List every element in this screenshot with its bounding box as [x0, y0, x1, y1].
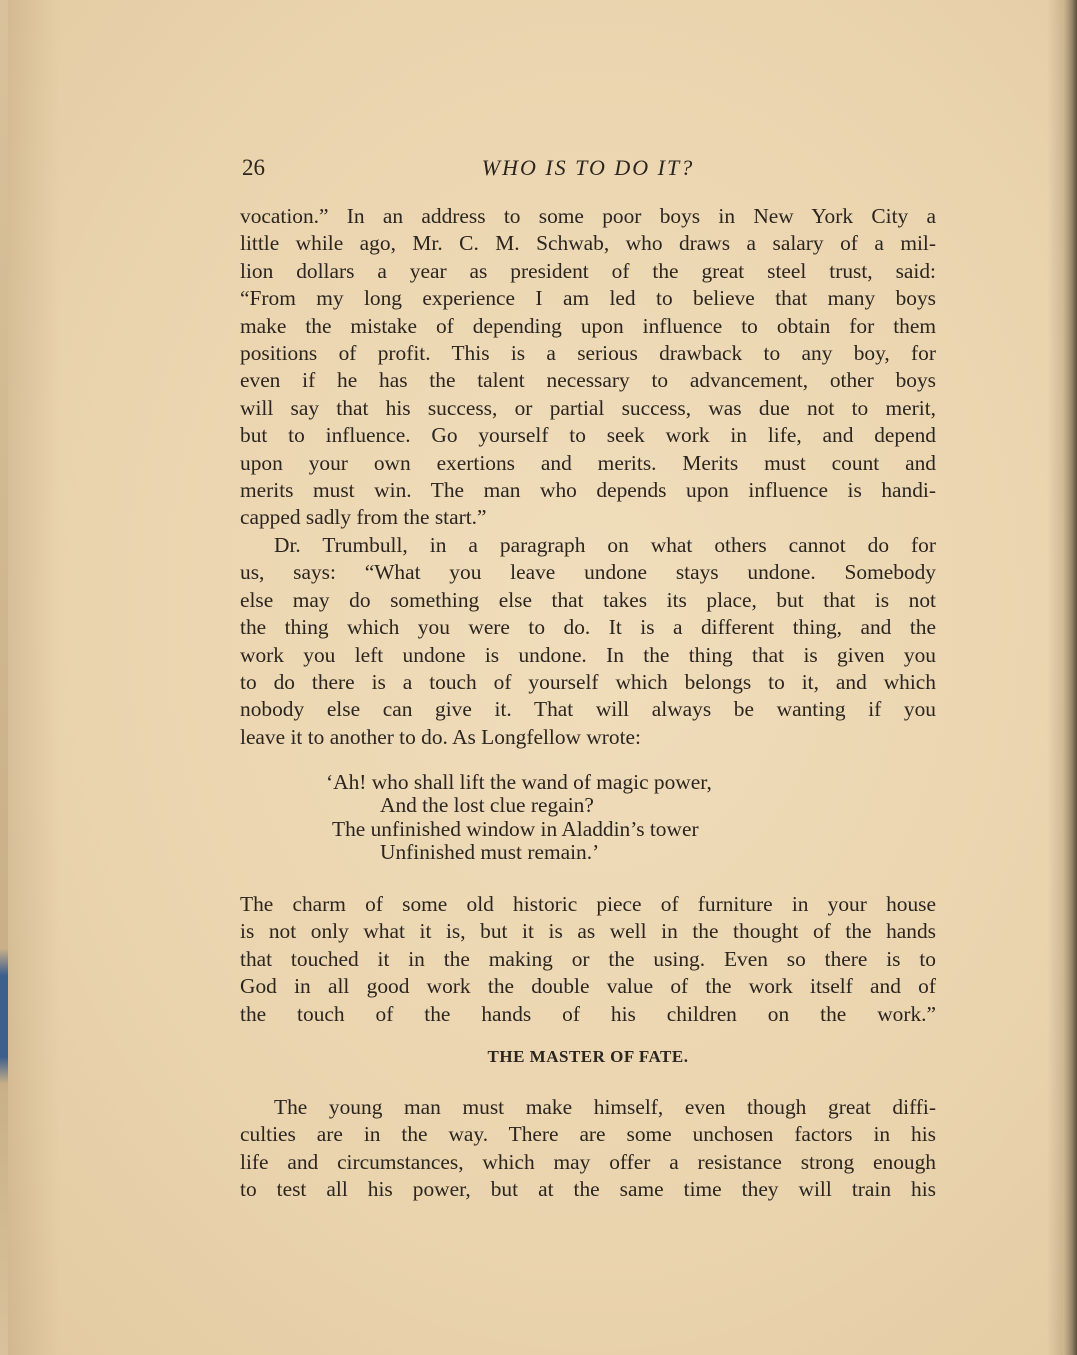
text-line: merits must win. The man who depends upon influence is handi-	[240, 477, 936, 502]
text-line: culties are in the way. There are some unchosen factors in his	[240, 1122, 936, 1147]
text-line: make the mistake of depending upon influence to obtain for them	[240, 313, 936, 338]
text-line: us, says: “What you leave undone stays undone. Somebody	[240, 560, 936, 585]
paragraph-furniture	[240, 891, 936, 1028]
poem-line: ‘Ah! who shall lift the wand of magic power,	[326, 770, 712, 794]
paragraph-trumbull	[240, 532, 936, 751]
running-head	[240, 155, 936, 185]
longfellow-poem	[326, 771, 712, 865]
text-line: even if he has the talent necessary to advancement, other boys	[240, 368, 936, 393]
text-line: vocation.” In an address to some poor boys in New York City a	[240, 204, 936, 228]
text-line: that touched it in the making or the using. Even so there is to	[240, 946, 936, 971]
text-line: God in all good work the double value of the work itself and of	[240, 974, 936, 999]
paragraph-master-of-fate	[240, 1094, 936, 1204]
page-right-edge	[1063, 0, 1077, 1355]
text-line: else may do something else that takes its place, but that is not	[240, 587, 936, 612]
text-line: “From my long experience I am led to believe that many boys	[240, 286, 936, 311]
text-line: to do there is a touch of yourself which belongs to it, and which	[240, 669, 936, 694]
text-line: is not only what it is, but it is as well in the thought of the hands	[240, 919, 936, 944]
page-number: 26	[242, 155, 265, 180]
text-line: work you left undone is undone. In the thing that is given you	[240, 642, 936, 667]
text-line: leave it to another to do. As Longfellow wrote:	[240, 724, 641, 749]
text-line: lion dollars a year as president of the great steel trust, said:	[240, 258, 936, 283]
text-line: the touch of the hands of his children on the work.”	[240, 1001, 936, 1026]
text-line: to test all his power, but at the same time they will train his	[240, 1177, 936, 1202]
running-title: WHO IS TO DO IT?	[481, 155, 695, 180]
text-line: Dr. Trumbull, in a paragraph on what others cannot do for	[274, 533, 936, 557]
text-line: positions of profit. This is a serious drawback to any boy, for	[240, 340, 936, 365]
text-line: The charm of some old historic piece of furniture in your house	[240, 892, 936, 916]
text-line: life and circumstances, which may offer a resistance strong enough	[240, 1149, 936, 1174]
poem-line: And the lost clue regain?	[380, 793, 594, 818]
section-heading: THE MASTER OF FATE.	[487, 1047, 689, 1066]
text-line: The young man must make himself, even though great diffi-	[274, 1095, 936, 1119]
text-line: the thing which you were to do. It is a different thing, and the	[240, 615, 936, 640]
poem-line: Unfinished must remain.’	[380, 840, 600, 865]
text-line: little while ago, Mr. C. M. Schwab, who draws a salary of a mil-	[240, 231, 936, 256]
text-line: will say that his success, or partial success, was due not to merit,	[240, 395, 936, 420]
text-line: but to influence. Go yourself to seek work in life, and depend	[240, 423, 936, 448]
paragraph-schwab-quote	[240, 203, 936, 532]
text-line: nobody else can give it. That will always be wanting if you	[240, 697, 936, 722]
page-left-edge	[0, 0, 8, 1355]
text-line: capped sadly from the start.”	[240, 505, 487, 530]
poem-line: The unfinished window in Aladdin’s tower	[332, 816, 699, 841]
text-line: upon your own exertions and merits. Merits must count and	[240, 450, 936, 475]
